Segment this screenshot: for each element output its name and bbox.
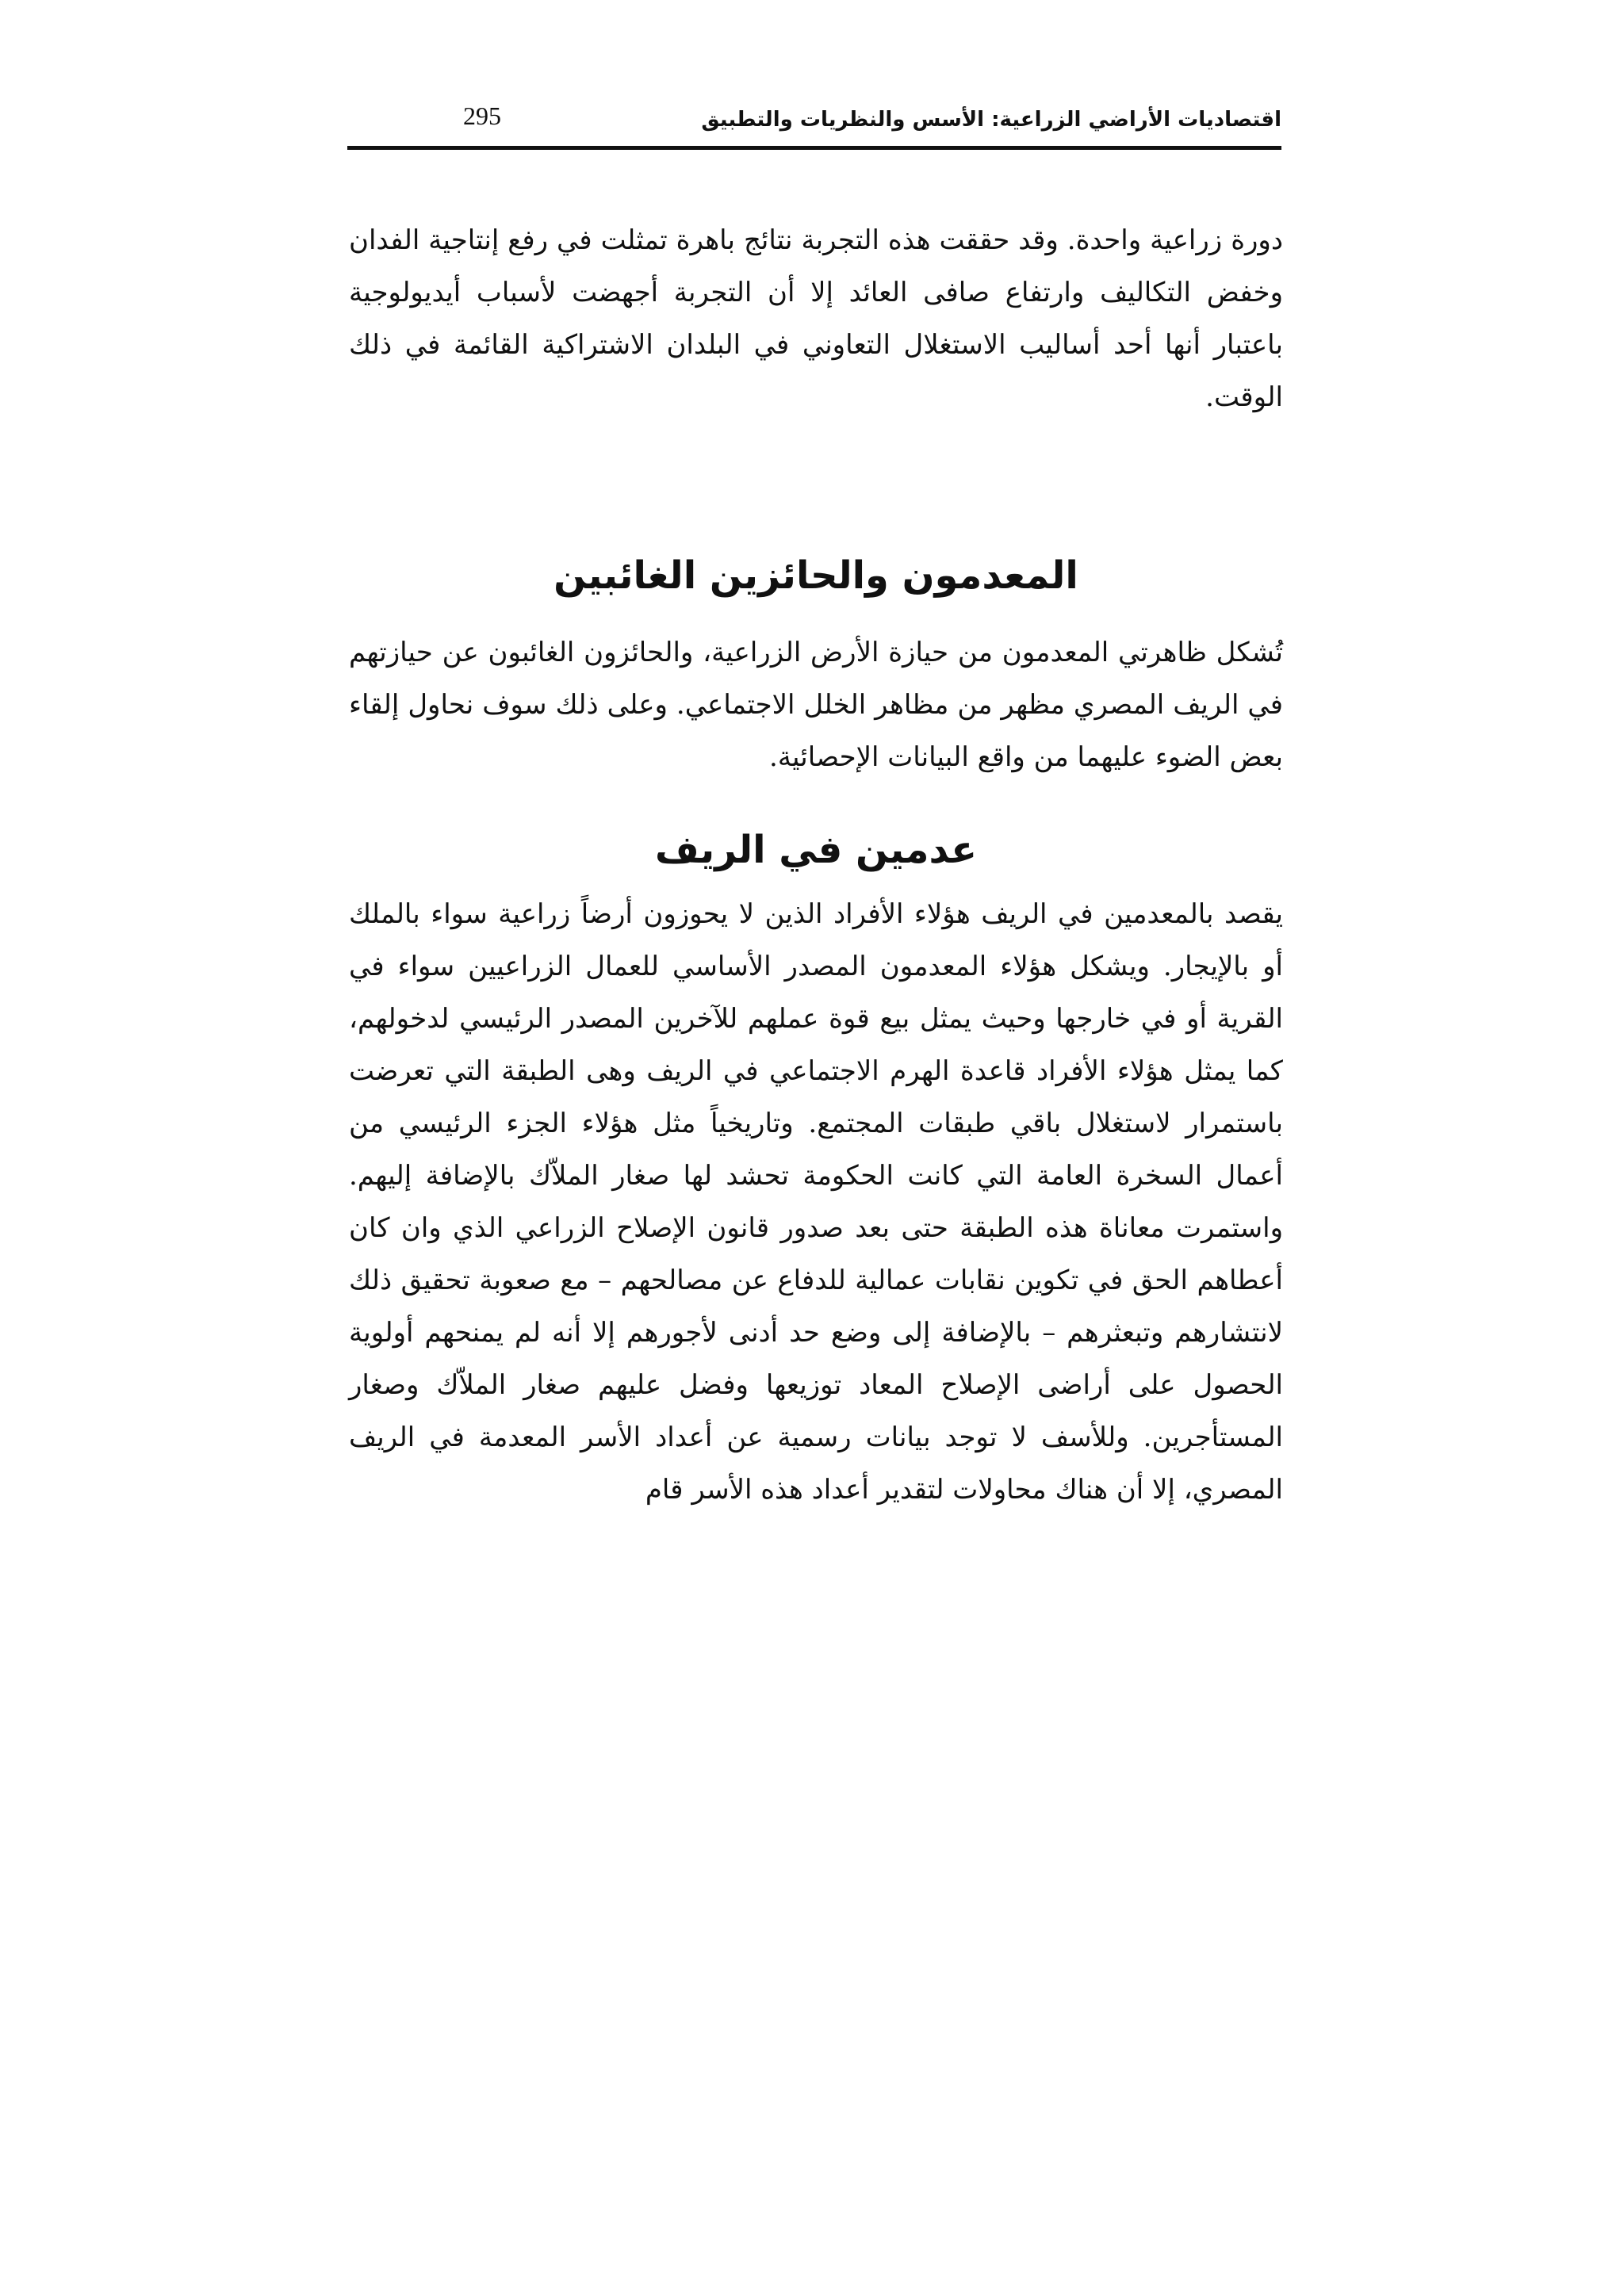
section-1-paragraph: تُشكل ظاهرتي المعدمون من حيازة الأرض الزراعية، والحائزون الغائبون عن حيازتهم في الريف المصري مظهر من مظاهر الخلل الاجتماعي. وعلى ذلك سوف نحاول إلقاء بعض الضوء عليهما من واقع البيانات الإحصائية. [349, 637, 1284, 773]
running-title: اقتصاديات الأراضي الزراعية: الأسس والنظريات والتطبيق [701, 108, 1281, 132]
section-heading-rural-landless: عدمين في الريف [655, 828, 977, 872]
intro-paragraph-block [349, 214, 1283, 423]
section-2-paragraph-block [349, 888, 1283, 1516]
page-header [347, 95, 1281, 151]
header-divider [347, 146, 1281, 150]
intro-paragraph: دورة زراعية واحدة. وقد حققت هذه التجربة نتائج باهرة تمثلت في رفع إنتاجية الفدان وخفض التكاليف وارتفاع صافى العائد إلا أن التجربة أجهضت لأسباب أيديولوجية باعتبار أنها أحد أساليب الاستغلال التعاوني في البلدان الاشتراكية القائمة في ذلك الوقت. [349, 224, 1283, 413]
page-number: 295 [463, 101, 501, 130]
section-heading-landless-and-absentee: المعدمون والحائزين الغائبين [553, 553, 1078, 598]
section-2-paragraph: يقصد بالمعدمين في الريف هؤلاء الأفراد الذين لا يحوزون أرضاً زراعية سواء بالملك أو بالإيجار. ويشكل هؤلاء المعدمون المصدر الأساسي للعمال الزراعيين سواء في القرية أو في خارجها وحيث يمثل بيع قوة عملهم للآخرين المصدر الرئيسي لدخولهم، كما يمثل هؤلاء الأفراد قاعدة الهرم الاجتماعي في الريف وهى الطبقة التي تعرضت باستمرار لاستغلال باقي طبقات المجتمع. وتاريخياً مثل هؤلاء الجزء الرئيسي من أعمال السخرة العامة التي كانت الحكومة تحشد لها صغار الملاّك بالإضافة إليهم. واستمرت معاناة هذه الطبقة حتى بعد صدور قانون الإصلاح الزراعي الذي وان كان أعطاهم الحق في تكوين نقابات عمالية للدفاع عن مصالحهم – مع صعوبة تحقيق ذلك لانتشارهم وتبعثرهم – بالإضافة إلى وضع حد أدنى لأجورهم إلا أنه لم يمنحهم أولوية الحصول على أراضى الإصلاح المعاد توزيعها وفضل عليهم صغار الملاّك وصغار المستأجرين. وللأسف لا توجد بيانات رسمية عن أعداد الأسر المعدمة في الريف المصري، إلا أن هناك محاولات لتقدير أعداد هذه الأسر قام [349, 898, 1283, 1506]
section-1-paragraph-block [349, 626, 1283, 783]
